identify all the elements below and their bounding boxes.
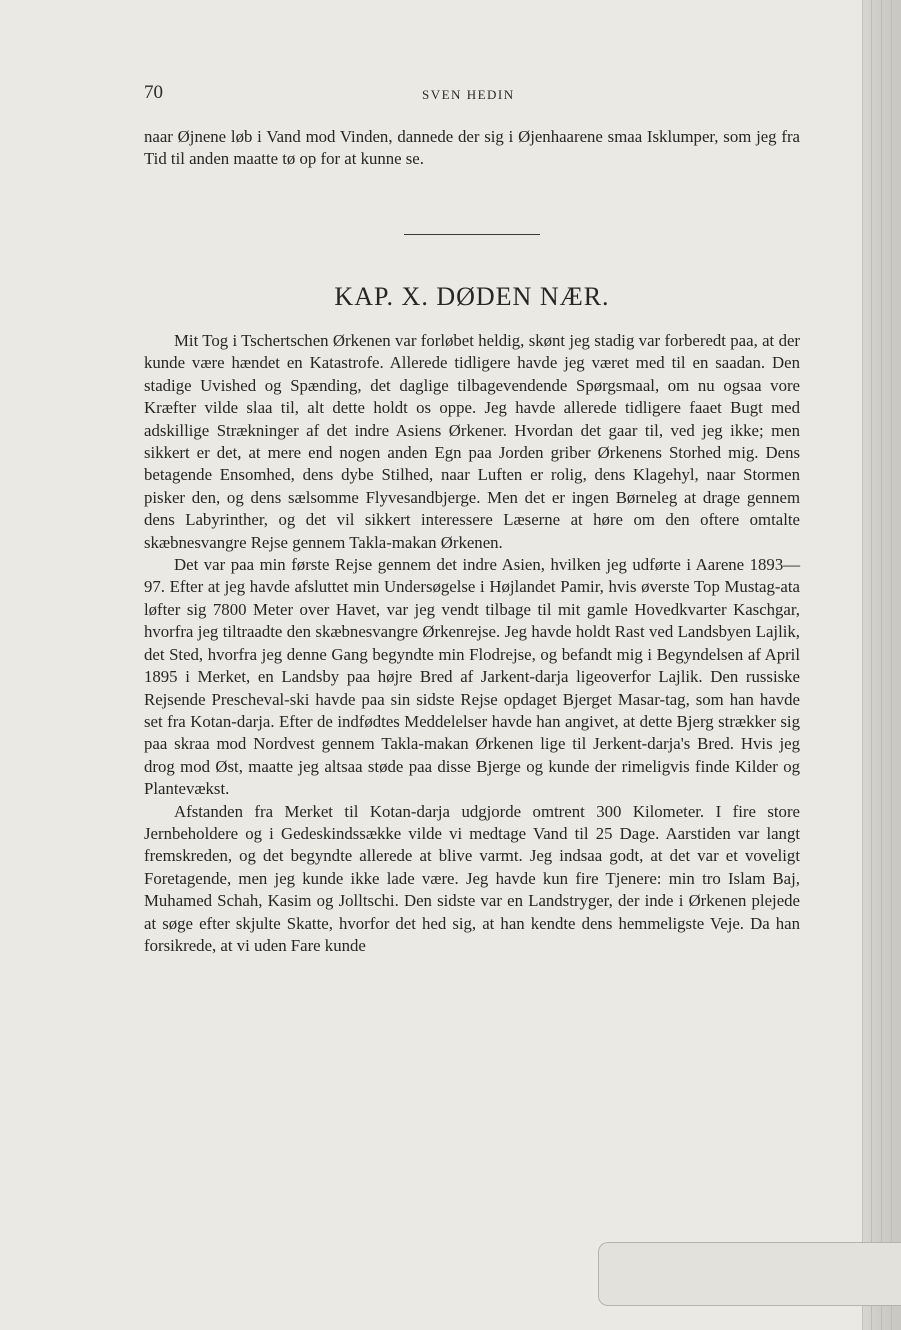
page-edge-line [871, 0, 872, 1330]
page-tab-marker [598, 1242, 901, 1306]
running-head: SVEN HEDIN [422, 87, 515, 102]
page-edge-line [881, 0, 882, 1330]
page-edge-line [891, 0, 892, 1330]
page-number: 70 [144, 82, 163, 103]
paragraph-2: Det var paa min første Rejse gennem det indre Asien, hvilken jeg udførte i Aarene 1893—97. Efter at jeg havde afsluttet min Undersøgelse i Højlandet Pamir, hvis øverste Top Mustag-ata løfter sig 7800 Meter over Havet, var jeg vendt tilbage til mit gamle Hovedkvarter Kaschgar, hvorfra jeg tiltraadte den skæbnesvangre Ørkenrejse. Jeg havde holdt Rast ved Landsbyen Lajlik, det Sted, hvorfra jeg denne Gang begyndte min Flodrejse, og befandt mig i Begyndelsen af April 1895 i Merket, en Landsby paa højre Bred af Jarkent-darja ligeoverfor Lajlik. Den russiske Rejsende Prescheval-ski havde paa sin sidste Rejse opdaget Bjerget Masar-tag, som han havde set fra Kotan-darja. Efter de indfødtes Meddelelser havde han angivet, at dette Bjerg strækker sig paa skraa mod Nordvest gennem Takla-makan Ørkenen lige til Jerkent-darja's Bred. Hvis jeg drog mod Øst, maatte jeg altsaa støde paa disse Bjerge og kunde der rimeligvis finde Kilder og Plantevækst. [144, 555, 800, 799]
opening-paragraph: naar Øjnene løb i Vand mod Vinden, dannede der sig i Øjenhaarene smaa Isklumper, som jeg fra Tid til anden maatte tø op for at kunne se. [144, 127, 800, 169]
chapter-body [144, 330, 800, 957]
opening-paragraph-block [144, 126, 800, 171]
paragraph-3: Afstanden fra Merket til Kotan-darja udgjorde omtrent 300 Kilometer. I fire store Jernbeholdere og i Gedeskindssække vilde vi medtage Vand til 25 Dage. Aarstiden var langt fremskreden, og det begyndte allerede at blive varmt. Jeg indsaa godt, at det var et voveligt Foretagende, men jeg kunde ikke lade være. Jeg havde kun fire Tjenere: min tro Islam Baj, Muhamed Schah, Kasim og Jolltschi. Den sidste var en Landstryger, der inde i Ørkenen plejede at søge efter skjulte Skatte, hvorfor det hed sig, at han kendte dens hemmeligste Veje. Da han forsikrede, at vi uden Fare kunde [144, 801, 800, 955]
section-divider [404, 234, 540, 235]
page-edge-stack [862, 0, 901, 1330]
chapter-title: KAP. X. DØDEN NÆR. [334, 282, 610, 311]
page-header [144, 82, 800, 112]
paragraph-1: Mit Tog i Tschertschen Ørkenen var forløbet heldig, skønt jeg stadig var forberedt paa, at der kunde være hændet en Katastrofe. Allerede tidligere havde jeg været med til en saadan. Den stadige Uvished og Spænding, det daglige tilbagevendende Spørgsmaal, om nu ogsaa vore Kræfter vilde slaa til, alt dette holdt os oppe. Jeg havde allerede tidligere faaet Bugt med adskillige Strækninger af det indre Asiens Ørkener. Hvordan det gaar til, ved jeg ikke; men sikkert er det, at mere end nogen anden Egn paa Jorden griber Ørkenens Storhed mig. Dens betagende Ensomhed, dens dybe Stilhed, naar Luften er rolig, dens Klagehyl, naar Stormen pisker den, og dens sælsomme Flyvesandbjerge. Men det er ingen Børneleg at drage gennem dens Labyrinther, og det vil sikkert interessere Læserne at høre om den oftere omtalte skæbnesvangre Rejse gennem Takla-makan Ørkenen. [144, 331, 800, 552]
